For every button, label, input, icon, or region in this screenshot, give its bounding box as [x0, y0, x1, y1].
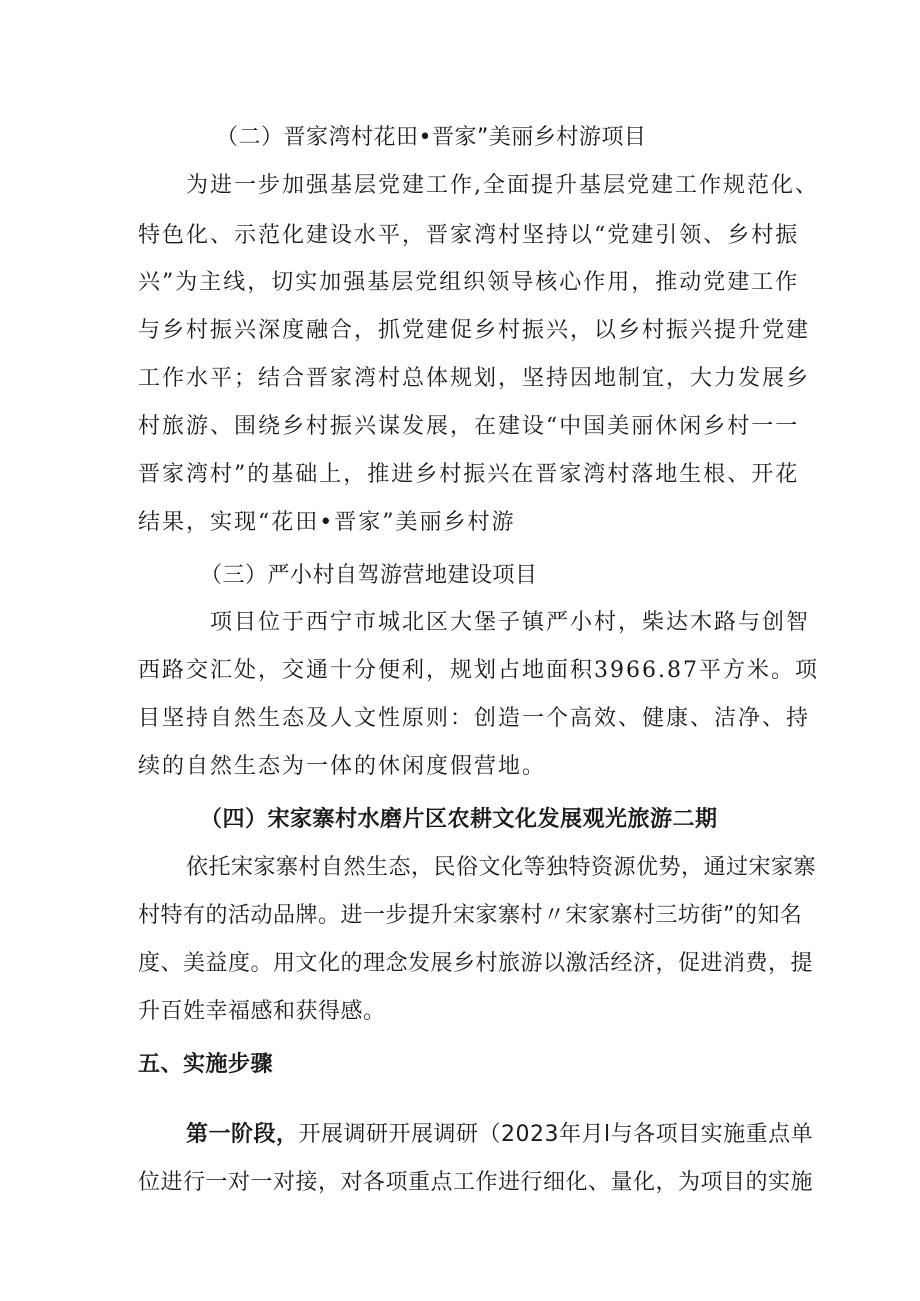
section2-line-3: 兴”为主线，切实加强基层党组织领导核心作用，推动党建工作 [138, 270, 800, 295]
section5-heading: 五、实施步骤 [138, 1052, 274, 1077]
section4-line-4: 升百姓幸福感和获得感。 [138, 999, 386, 1024]
section3-line-2: 西路交汇处，交通十分便利，规划占地面积3966.87平方米。项 [138, 658, 819, 683]
section2-line-1: 为进一步加强基层党建工作,全面提升基层党建工作规范化、 [186, 173, 819, 198]
section3-line-3: 目坚持自然生态及人文性原则：创造一个高效、健康、洁净、持 [138, 706, 811, 731]
section3-line-4: 续的自然生态为一体的休闲度假营地。 [138, 754, 547, 779]
section2-heading: （二）晋家湾村花田•晋家”美丽乡村游项目 [216, 125, 647, 150]
section2-line-4: 与乡村振兴深度融合，抓党建促乡村振兴，以乡村振兴提升党建 [138, 318, 811, 343]
section2-line-8: 结果，实现“花田•晋家”美丽乡村游 [138, 510, 516, 535]
section4-heading: （四）宋家寨村水磨片区农耕文化发展观光旅游二期 [200, 807, 718, 832]
stage1-line-2: 位进行一对一对接，对各项重点工作进行细化、量化，为项目的实施 [138, 1170, 814, 1195]
stage1-line1-text: 开展调研开展调研（2023年月l与各项目实施重点单 [298, 1122, 814, 1147]
section4-line-3: 度、美益度。用文化的理念发展乡村旅游以激活经济，促进消费，提 [138, 951, 814, 976]
stage1-line-1 [186, 1120, 814, 1150]
section2-line-6: 村旅游、围绕乡村振兴谋发展，在建设“中国美丽休闲乡村一一 [138, 414, 800, 439]
section4-line-2: 村特有的活动品牌。进一步提升宋家寨村〃宋家寨村三坊街”的知名 [138, 903, 803, 928]
section2-line-2: 特色化、示范化建设水平，晋家湾村坚持以“党建引领、乡村振 [138, 223, 800, 248]
section2-line-5: 工作水平；结合晋家湾村总体规划，坚持因地制宜，大力发展乡 [138, 366, 811, 391]
section3-heading: （三）严小村自驾游营地建设项目 [200, 563, 538, 588]
section3-line-1: 项目位于西宁市城北区大堡子镇严小村，柴达木路与创智 [210, 610, 811, 635]
section2-line-7: 晋家湾村”的基础上，推进乡村振兴在晋家湾村落地生根、开花 [138, 462, 800, 487]
section4-line-1: 依托宋家寨村自然生态，民俗文化等独特资源优势，通过宋家寨 [186, 855, 817, 880]
stage1-label: 第一阶段， [186, 1122, 299, 1147]
